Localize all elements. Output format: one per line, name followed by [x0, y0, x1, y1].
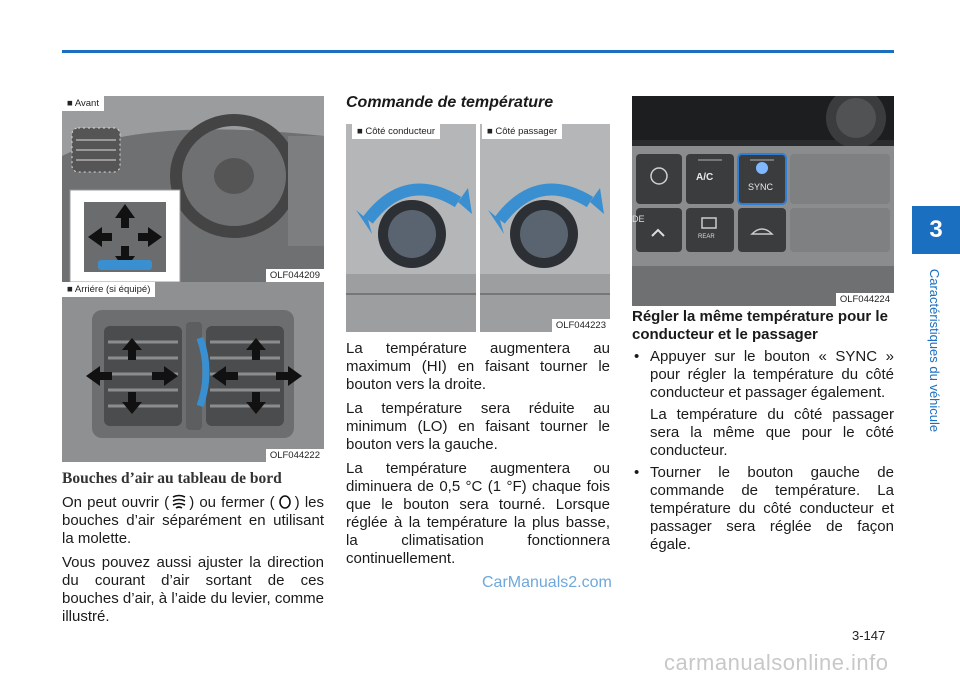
figure-rear-vents — [62, 282, 324, 462]
watermark[interactable]: CarManuals2.com — [482, 574, 612, 591]
sync-bullet-1-note: La température du côté passager sera la même que pour le côté conducteur. — [650, 406, 894, 459]
figure-front-caption: ■ Avant — [62, 96, 104, 111]
figure-sync-code: OLF044224 — [836, 293, 894, 306]
rear-label: REAR — [698, 234, 715, 240]
dashboard-illustration — [62, 96, 324, 282]
top-rule — [62, 50, 894, 53]
middle-column — [346, 340, 610, 574]
left-column — [62, 470, 324, 632]
vents-paragraph-2: Vous pouvez aussi ajuster la direction du courant d’air sortant de ces bouches d’air, à l’aide du levier, comme illustré. — [62, 554, 324, 625]
right-column — [632, 308, 894, 558]
figure-knobs-code: OLF044223 — [552, 319, 610, 332]
vent-close-icon — [275, 494, 295, 510]
sync-heading: Régler la même température pour le conducteur et le passager — [632, 308, 888, 343]
chapter-number-tab: 3 — [912, 206, 960, 254]
figure-knobs-caption-driver: ■ Côté conducteur — [352, 124, 440, 139]
figure-sync-panel — [632, 96, 894, 306]
temperature-title: Commande de température — [346, 94, 554, 111]
knob-illustration — [346, 124, 610, 332]
temperature-paragraph-2: La température sera réduite au minimum (LO) en faisant tourner le bouton vers la gauche. — [346, 400, 610, 453]
figure-front-vents — [62, 96, 324, 282]
figure-rear-code: OLF044222 — [266, 449, 324, 462]
sync-bullet-1: • Appuyer sur le bouton « SYNC » pour régler la température du côté conducteur et passager également. — [632, 348, 894, 402]
mode-label: DE — [632, 214, 645, 224]
ac-label: A/C — [696, 172, 714, 183]
chapter-title-tab: Caractéristiques du véhicule — [927, 268, 943, 432]
temperature-paragraph-1: La température augmentera au maximum (HI) en faisant tourner le bouton vers la droite. — [346, 340, 610, 393]
page-number: 3-147 — [852, 628, 886, 643]
rear-vent-illustration — [62, 282, 324, 462]
figure-temperature-knobs — [346, 124, 610, 332]
vents-heading: Bouches d’air au tableau de bord — [62, 470, 282, 487]
figure-knobs-caption-passenger: ■ Côté passager — [482, 124, 562, 139]
temperature-paragraph-3: La température augmentera ou diminuera de 0,5 °C (1 °F) chaque fois que le bouton sera tourné. Lorsque réglée à la température la plus basse, la climatisation fonctionnera continuellement. — [346, 460, 610, 567]
sync-panel-illustration — [632, 96, 894, 306]
vents-paragraph-1: On peut ouvrir ( ) ou fermer ( ) les bouches d’air séparément en utilisant la molette. — [62, 494, 324, 547]
sync-bullet-2: • Tourner le bouton gauche de commande de température. La température du côté conducteur et passager sera réglée de façon égale. — [632, 464, 894, 554]
vent-open-icon — [169, 494, 189, 510]
sync-label: SYNC — [748, 182, 774, 192]
figure-front-code: OLF044209 — [266, 269, 324, 282]
figure-rear-caption: ■ Arriére (si équipé) — [62, 282, 155, 297]
temperature-title-block — [346, 94, 610, 112]
footer-watermark: carmanualsonline.info — [664, 650, 889, 675]
